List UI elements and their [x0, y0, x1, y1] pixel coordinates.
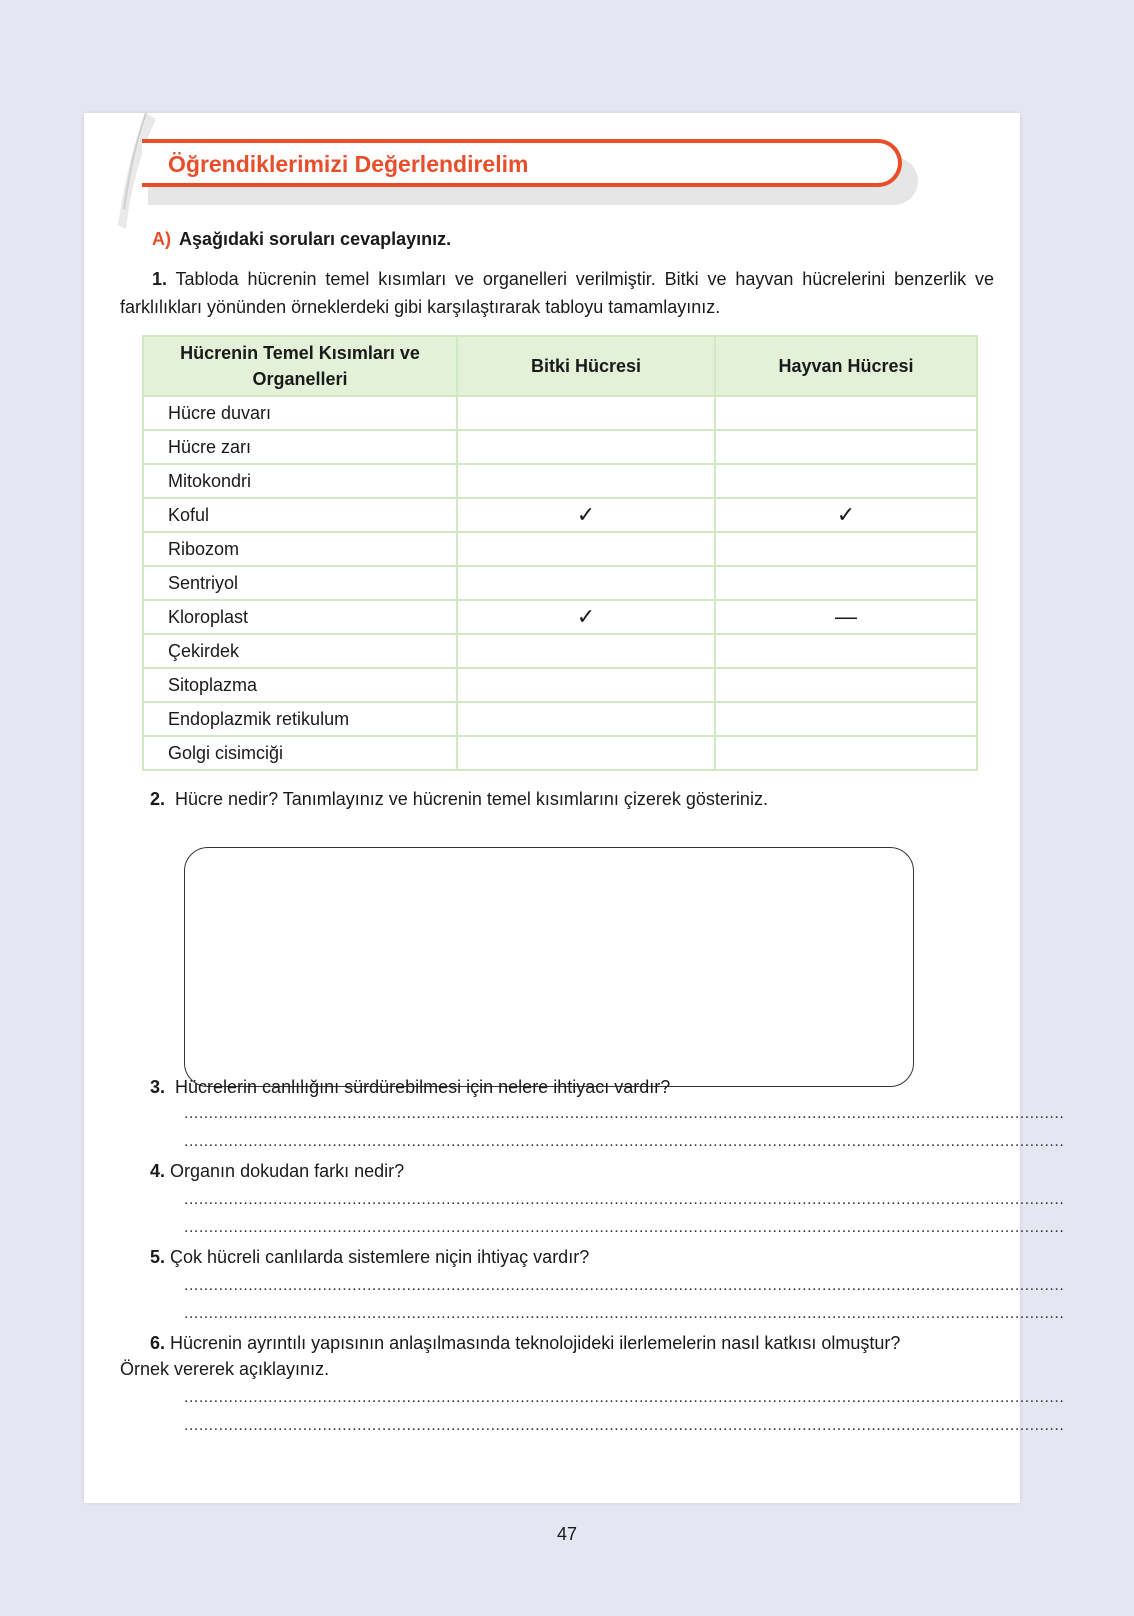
answer-line[interactable]: ..................................................................................................................................................................................: [184, 1389, 1065, 1406]
question-6-continuation: Örnek vererek açıklayınız.: [120, 1359, 330, 1379]
question-text: Hücrelerin canlılığını sürdürebilmesi için nelere ihtiyacı vardır?: [175, 1077, 671, 1097]
organelle-name-cell: Hücre zarı: [143, 430, 457, 464]
animal-cell-answer-cell[interactable]: [715, 702, 977, 736]
organelle-name-cell: Mitokondri: [143, 464, 457, 498]
organelle-name-cell: Endoplazmik retikulum: [143, 702, 457, 736]
header-plant-cell: Bitki Hücresi: [457, 336, 715, 396]
question-number: 2.: [150, 789, 166, 809]
header-animal-cell: Hayvan Hücresi: [715, 336, 977, 396]
answer-line[interactable]: ..................................................................................................................................................................................: [184, 1277, 1065, 1294]
question-number: 6.: [150, 1333, 166, 1353]
answer-line[interactable]: ..................................................................................................................................................................................: [184, 1219, 1065, 1236]
organelle-name-cell: Sentriyol: [143, 566, 457, 600]
page-number: 47: [556, 1524, 578, 1544]
table-row: [143, 668, 977, 702]
animal-cell-answer-cell[interactable]: [715, 668, 977, 702]
question-number: 1.: [152, 269, 168, 289]
banner-title: Öğrendiklerimizi Değerlendirelim: [168, 151, 529, 177]
animal-cell-answer-cell[interactable]: [715, 736, 977, 770]
plant-cell-answer-cell[interactable]: [457, 634, 715, 668]
table-row: [143, 634, 977, 668]
section-banner: [142, 139, 902, 189]
table-row: [143, 736, 977, 770]
table-row: [143, 532, 977, 566]
worksheet-page: [84, 113, 1065, 1503]
animal-cell-answer-cell[interactable]: [715, 430, 977, 464]
question-4: [150, 1161, 404, 1182]
table-header-row: [143, 336, 977, 396]
plant-cell-answer-cell[interactable]: [457, 702, 715, 736]
plant-cell-answer-cell[interactable]: [457, 464, 715, 498]
animal-cell-answer-cell[interactable]: [715, 396, 977, 430]
question-text: Çok hücreli canlılarda sistemlere niçin ihtiyaç vardır?: [170, 1247, 590, 1267]
answer-line[interactable]: ..................................................................................................................................................................................: [184, 1191, 1065, 1208]
question-number: 3.: [150, 1077, 166, 1097]
table-row: [143, 702, 977, 736]
table-row: [143, 464, 977, 498]
plant-cell-answer-cell[interactable]: ✓: [457, 600, 715, 634]
plant-cell-answer-cell[interactable]: [457, 532, 715, 566]
table-row: [143, 430, 977, 464]
organelle-name-cell: Ribozom: [143, 532, 457, 566]
organelle-name-cell: Çekirdek: [143, 634, 457, 668]
animal-cell-answer-cell[interactable]: [715, 634, 977, 668]
organelle-name-cell: Sitoplazma: [143, 668, 457, 702]
header-organelles: Hücrenin Temel Kısımları ve Organelleri: [143, 336, 457, 396]
question-text: Tabloda hücrenin temel kısımları ve organelleri verilmiştir. Bitki ve hayvan hücrelerini benzerlik ve farklılıkları yönünden örneklerdeki gibi karşılaştırarak tabloyu tamamlayınız.: [120, 269, 994, 317]
answer-line[interactable]: ..................................................................................................................................................................................: [184, 1133, 1065, 1150]
table-row: [143, 396, 977, 430]
organelle-name-cell: Kloroplast: [143, 600, 457, 634]
table-row: [143, 498, 977, 532]
question-text: Organın dokudan farkı nedir?: [170, 1161, 405, 1181]
section-heading: [152, 229, 451, 250]
question-6: [150, 1333, 900, 1354]
table-row: [143, 600, 977, 634]
question-text: Hücrenin ayrıntılı yapısının anlaşılmasında teknolojideki ilerlemelerin nasıl katkısı olmuştur?: [170, 1333, 901, 1353]
organelle-name-cell: Golgi cisimciği: [143, 736, 457, 770]
table-row: [143, 566, 977, 600]
animal-cell-answer-cell[interactable]: —: [715, 600, 977, 634]
organelle-name-cell: Koful: [143, 498, 457, 532]
question-3: [150, 1077, 670, 1098]
plant-cell-answer-cell[interactable]: [457, 430, 715, 464]
section-letter: A): [152, 229, 171, 249]
plant-cell-answer-cell[interactable]: ✓: [457, 498, 715, 532]
section-heading-text: Aşağıdaki soruları cevaplayınız.: [179, 229, 452, 249]
answer-line[interactable]: ..................................................................................................................................................................................: [184, 1305, 1065, 1322]
question-number: 4.: [150, 1161, 166, 1181]
question-2: [150, 789, 768, 810]
question-number: 5.: [150, 1247, 166, 1267]
organelle-name-cell: Hücre duvarı: [143, 396, 457, 430]
question-1: [120, 265, 994, 321]
plant-cell-answer-cell[interactable]: [457, 736, 715, 770]
plant-cell-answer-cell[interactable]: [457, 668, 715, 702]
plant-cell-answer-cell[interactable]: [457, 566, 715, 600]
question-5: [150, 1247, 589, 1268]
question-text: Hücre nedir? Tanımlayınız ve hücrenin temel kısımlarını çizerek gösteriniz.: [175, 789, 768, 809]
animal-cell-answer-cell[interactable]: ✓: [715, 498, 977, 532]
animal-cell-answer-cell[interactable]: [715, 566, 977, 600]
animal-cell-answer-cell[interactable]: [715, 532, 977, 566]
plant-cell-answer-cell[interactable]: [457, 396, 715, 430]
answer-line[interactable]: ..................................................................................................................................................................................: [184, 1417, 1065, 1434]
animal-cell-answer-cell[interactable]: [715, 464, 977, 498]
drawing-area[interactable]: [184, 847, 914, 1087]
organelle-comparison-table: [142, 335, 978, 771]
answer-line[interactable]: ..................................................................................................................................................................................: [184, 1105, 1065, 1122]
